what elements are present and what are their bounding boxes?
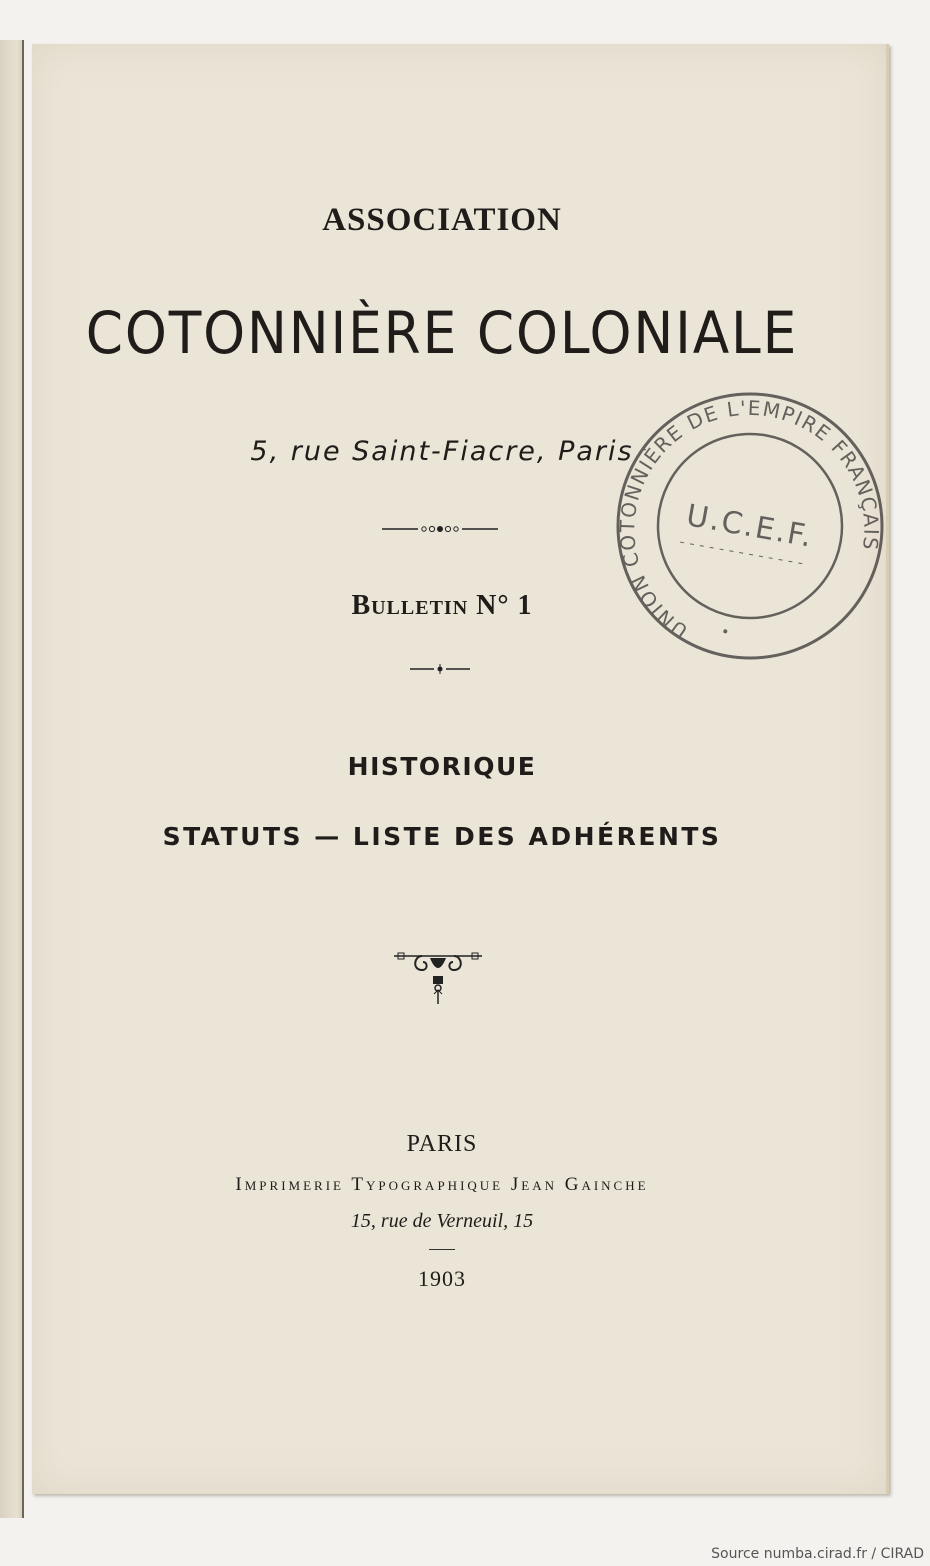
imprint-address: 15, rue de Verneuil, 15 [350, 1210, 534, 1232]
bulletin-number: Bulletin N° 1 [351, 590, 533, 621]
library-stamp [614, 388, 886, 666]
section-historique: HISTORIQUE [347, 752, 537, 781]
ornament-rule-2 [410, 664, 470, 674]
association-address: 5, rue Saint-Fiacre, Paris [250, 436, 634, 467]
stamp-center-text: U.C.E.F. [683, 498, 817, 555]
imprint-printer: Imprimerie Typographique Jean Gainche [235, 1174, 649, 1195]
title-association: ASSOCIATION [322, 202, 562, 238]
imprint-divider [429, 1249, 455, 1250]
section-statuts-liste: STATUTS — LISTE DES ADHÉRENTS [162, 822, 722, 851]
fleuron-ornament [392, 944, 484, 1008]
imprint-city: PARIS [406, 1131, 478, 1157]
previous-page-edge [0, 40, 24, 1518]
source-credit: Source numba.cirad.fr / CIRAD [711, 1546, 924, 1562]
ornament-rule-1 [382, 524, 498, 534]
title-cotonniere-coloniale: COTONNIÈRE COLONIALE [85, 299, 799, 367]
stamp-ring-text: UNION COTONNIÈRE DE L'EMPIRE FRANÇAIS [615, 395, 884, 644]
title-page [32, 44, 889, 1494]
book-gutter [22, 40, 24, 1518]
imprint-year: 1903 [418, 1266, 466, 1291]
